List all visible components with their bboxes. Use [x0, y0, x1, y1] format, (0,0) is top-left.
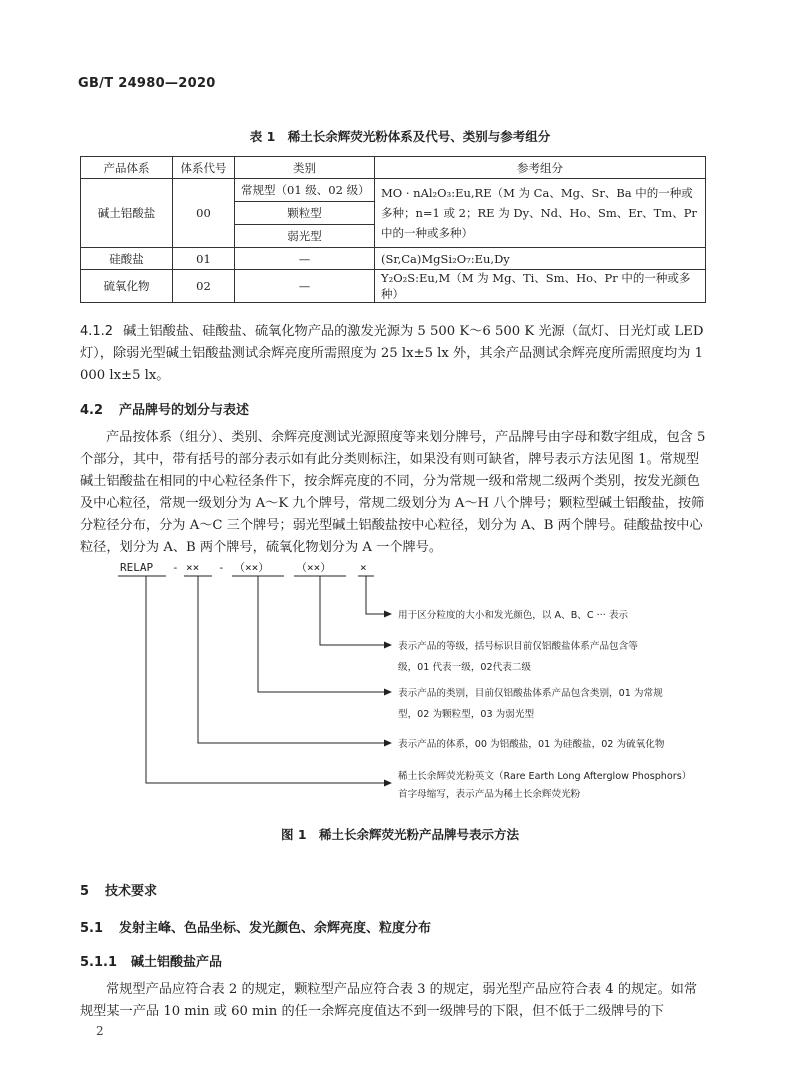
label-particle-color: 用于区分粒度的大小和发光颜色，以 A、B、C ··· 表示: [398, 610, 629, 621]
label-category-line1: 表示产品的类别，目前仅铝酸盐体系产品包含类别，01 为常规: [398, 688, 663, 699]
section-heading-5: [80, 880, 157, 899]
section-title: 碱土铝酸盐产品: [131, 955, 223, 970]
section-title: 发射主峰、色品坐标、发光颜色、余辉亮度、粒度分布: [119, 921, 432, 936]
cell-code: 00: [173, 179, 235, 248]
label-grade-line1: 表示产品的等级，括号标识目前仅铝酸盐体系产品包含等: [398, 641, 638, 652]
label-system: 表示产品的体系，00 为铝酸盐，01 为硅酸盐，02 为硫氧化物: [398, 739, 665, 750]
section-number: 5: [80, 884, 90, 899]
label-category-line2: 型，02 为颗粒型，03 为弱光型: [398, 709, 535, 720]
clause-5-1-1-text: 常规型产品应符合表 2 的规定，颗粒型产品应符合表 3 的规定，弱光型产品应符合表 4 的规定。如常规型某一产品 10 min 或 60 min 的任一余辉亮度值达不到一级牌号的下限，但不低于二级牌号的下: [80, 982, 698, 1019]
cell-reference: (Sr,Ca)MgSi₂O₇:Eu,Dy: [375, 248, 706, 270]
header-system: 产品体系: [81, 157, 173, 179]
cell-reference: Y₂O₂S:Eu,M（M 为 Mg、Ti、Sm、Ho、Pr 中的一种或多种）: [375, 270, 706, 303]
label-abbr-line2: 首字母缩写，表示产品为稀土长余辉荧光粉: [398, 789, 581, 800]
section-title: 产品牌号的划分与表述: [119, 403, 250, 418]
label-abbr-line1: 稀土长余辉荧光粉英文（Rare Earth Long Afterglow Phosphors）: [398, 771, 692, 782]
header-category: 类别: [235, 157, 375, 179]
code-part-category: （××）: [234, 561, 270, 574]
label-grade-line2: 级，01 代表一级，02代表二级: [398, 662, 531, 673]
header-code: 体系代号: [173, 157, 235, 179]
cell-category: 常规型（01 级、02 级）: [235, 179, 375, 202]
section-title: 技术要求: [105, 884, 158, 899]
cell-system: 硅酸盐: [81, 248, 173, 270]
figure-caption: 图 1 稀土长余辉荧光粉产品牌号表示方法: [280, 827, 520, 842]
cell-code: 02: [173, 270, 235, 303]
cell-system: 硫氧化物: [81, 270, 173, 303]
header-reference: 参考组分: [375, 157, 706, 179]
section-number: 5.1: [80, 921, 104, 936]
section-heading-5-1: [80, 917, 431, 936]
cell-code: 01: [173, 248, 235, 270]
clause-text: 碱土铝酸盐、硅酸盐、硫氧化物产品的激发光源为 5 500 K～6 500 K 光源（氙灯、日光灯或 LED 灯），除弱光型碱土铝酸盐测试余辉亮度所需照度为 25 lx±5 lx 外，其余产品测试余辉亮度所需照度均为 1 000 lx±5 lx。: [80, 324, 704, 383]
section-heading-5-1-1: [80, 951, 222, 970]
cell-reference: MO · nAl₂O₃:Eu,RE（M 为 Ca、Mg、Sr、Ba 中的一种或多种；n=1 或 2；RE 为 Dy、Nd、Ho、Sm、Er、Tm、Pr 中的一种或多种）: [375, 179, 706, 248]
code-part-grade: （××）: [296, 561, 332, 574]
code-part-dash: -: [218, 561, 225, 574]
page-number: 2: [96, 1024, 104, 1038]
cell-category: —: [235, 270, 375, 303]
cell-category: —: [235, 248, 375, 270]
code-part-dash: -: [172, 561, 179, 574]
standard-code: GB/T 24980—2020: [78, 76, 216, 91]
clause-number: 4.1.2: [80, 324, 114, 339]
code-part-relap: RELAP: [120, 561, 154, 574]
code-part-system: ××: [186, 561, 200, 574]
clause-4-2-text: 产品按体系（组分）、类别、余辉亮度测试光源照度等来划分牌号，产品牌号由字母和数字组成，包含 5 个部分，其中，带有括号的部分表示如有此分类则标注，如果没有则可缺省，牌号表示方法见图 1。常规型碱土铝酸盐在相同的中心粒径条件下，按余辉亮度的不同，分为常规一级和常规二级两个类别，按发光颜色及中心粒径，常规一级划分为 A～K 九个牌号，常规二级划分为 A～H 八个牌号；颗粒型碱土铝酸盐，按筛分粒径分布，分为 A～C 三个牌号；弱光型碱土铝酸盐按中心粒径，划分为 A、B 两个牌号。硅酸盐按中心粒径，划分为 A、B 两个牌号，硫氧化物划分为 A 一个牌号。: [80, 430, 706, 555]
section-number: 5.1.1: [80, 955, 118, 970]
cell-category: 弱光型: [235, 225, 375, 248]
code-part-letter: ×: [360, 561, 367, 574]
section-number: 4.2: [80, 403, 104, 418]
cell-category: 颗粒型: [235, 202, 375, 225]
table-caption: 表 1 稀土长余辉荧光粉体系及代号、类别与参考组分: [249, 129, 551, 144]
cell-system: 碱土铝酸盐: [81, 179, 173, 248]
